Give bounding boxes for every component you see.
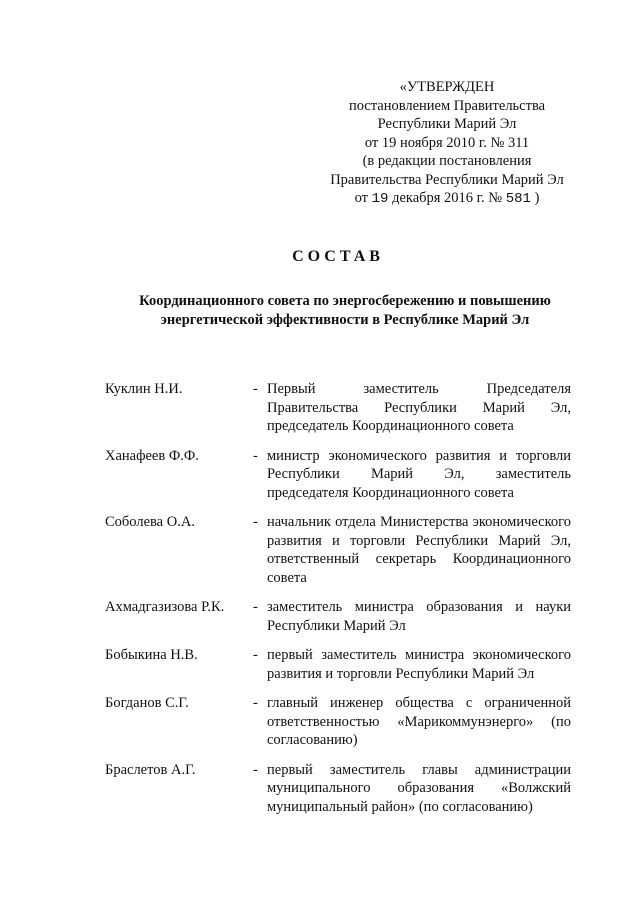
member-name: Браслетов А.Г. — [105, 761, 196, 778]
member-role: начальник отдела Министерства экономического развития и торговли Республики Марий Эл, ответственный секретарь Координационного совета — [267, 514, 571, 586]
member-role: заместитель министра образования и науки Республики Марий Эл — [267, 599, 571, 634]
dash-separator: - — [253, 381, 258, 397]
member-entry — [105, 694, 571, 750]
member-role: главный инженер общества с ограниченной ответственностью «Марикоммунэнерго» (по согласованию) — [267, 695, 571, 748]
member-name: Богданов С.Г. — [105, 695, 189, 711]
document-subtitle — [100, 292, 590, 330]
dash-separator: - — [253, 447, 258, 464]
member-entry — [105, 761, 571, 817]
member-role: первый заместитель главы администрации муниципального образования «Волжский муниципальный район» (по согласованию) — [267, 761, 571, 815]
member-role: Первый заместитель Председателя Правительства Республики Марий Эл, председатель Координационного совета — [267, 381, 571, 434]
member-name: Ахмадгазизова Р.К. — [105, 599, 225, 615]
approval-stamp — [318, 78, 576, 209]
approval-line: «УТВЕРЖДЕН — [399, 79, 495, 95]
member-entry — [105, 380, 571, 436]
approval-line-amendment-date — [318, 189, 576, 209]
approval-line: Правительства Республики Марий Эл — [330, 171, 564, 188]
subtitle-line: Координационного совета по энергосбережению и повышению — [139, 293, 551, 309]
approval-line: от 19 ноября 2010 г. № 311 — [364, 134, 530, 151]
member-list — [105, 380, 571, 827]
subtitle-line: энергетической эффективности в Республике Марий Эл — [160, 312, 530, 328]
amendment-number: 581 — [505, 191, 531, 207]
member-name: Соболева О.А. — [105, 514, 195, 530]
dash-separator: - — [253, 647, 258, 663]
member-name: Куклин Н.И. — [105, 381, 183, 397]
dash-separator: - — [253, 514, 258, 530]
member-name: Бобыкина Н.В. — [105, 647, 198, 663]
member-role: министр экономического развития и торговли Республики Марий Эл, заместитель председателя Координационного совета — [267, 447, 571, 501]
dash-separator: - — [253, 695, 258, 711]
member-entry — [105, 598, 571, 635]
amendment-suffix: ) — [534, 190, 540, 206]
approval-line: постановлением Правительства — [348, 97, 546, 114]
member-entry — [105, 447, 571, 503]
amendment-mid: декабря 2016 г. № — [392, 190, 503, 206]
member-entry — [105, 646, 571, 683]
approval-line: Республики Марий Эл — [377, 116, 517, 132]
member-role: первый заместитель министра экономического развития и торговли Республики Марий Эл — [267, 647, 571, 682]
dash-separator: - — [253, 599, 258, 615]
amendment-day: 19 — [371, 191, 389, 207]
amendment-prefix: от — [354, 190, 368, 206]
document-title: СОСТАВ — [292, 248, 384, 265]
approval-line: (в редакции постановления — [362, 153, 532, 169]
member-name: Ханафеев Ф.Ф. — [105, 447, 200, 464]
member-entry — [105, 513, 571, 587]
dash-separator: - — [253, 761, 258, 778]
